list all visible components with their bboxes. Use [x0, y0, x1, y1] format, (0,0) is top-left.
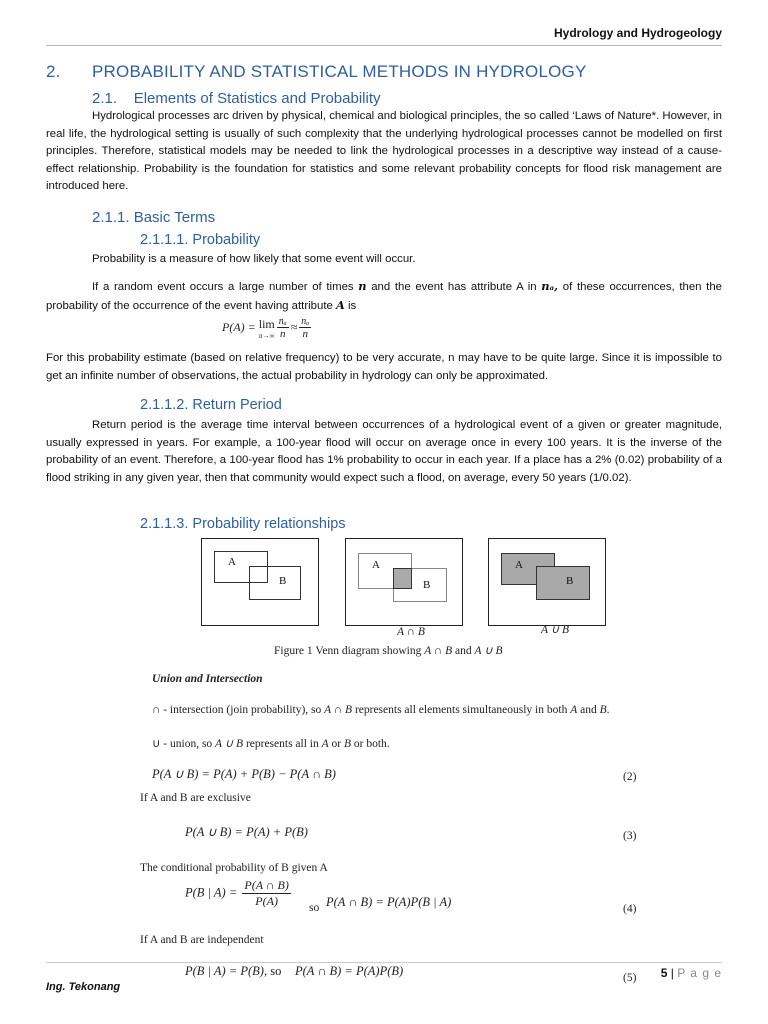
equation-4-rhs: P(A ∩ B) = P(A)P(B | A)	[326, 895, 452, 909]
intersection-text-a: - intersection (join probability), so	[160, 704, 325, 716]
venn-set-b	[536, 566, 590, 600]
equation-5-rhs: P(A ∩ B) = P(A)P(B)	[295, 964, 404, 978]
intersection-text-b: represents all elements simultaneously in both	[352, 704, 571, 716]
running-header: Hydrology and Hydrogeology	[553, 26, 722, 40]
equation-5-number: (5)	[623, 972, 637, 984]
venn-caption-intersection: A ∩ B	[397, 626, 425, 638]
return-period-heading: 2.1.1.2. Return Period	[140, 397, 282, 413]
chapter-heading	[46, 62, 587, 82]
eq5-lhs: P(B | A) = P(B)	[185, 964, 264, 978]
venn-label-a: A	[515, 559, 523, 571]
page-separator: |	[667, 966, 678, 980]
venn-label-b: B	[566, 575, 574, 587]
probability-followup: For this probability estimate (based on relative frequency) to be very accurate, n may have to be quite large. Since it is impossible to get an infinite number of observations, the actual probability in hydrology can only be approximated.	[46, 352, 722, 382]
figure-caption-intersection: A ∩ B	[424, 645, 453, 657]
footer-divider	[46, 962, 722, 963]
venn-label-b: B	[423, 579, 431, 591]
venn-intersection-region	[393, 568, 412, 589]
intro-text: Hydrological processes arc driven by physical, chemical and biological principles, the so called ‘Laws of Nature*. However, in real life, the hydrological setting is usually of such complexity that the underlying hydrological processes cannot be modelled on first principles. Therefore, statistical models may be needed to link the hydrological processes in a descriptive way instead of a cause-effect relationship. Probability is the foundation for statistics and some relevant probability concepts for flood risk management are introduced here.	[46, 110, 722, 192]
subsection-heading: 2.1.1. Basic Terms	[92, 209, 216, 226]
venn-diagram-union	[488, 538, 606, 626]
equation-2-number: (2)	[623, 771, 637, 783]
var-na: nₐ,	[541, 279, 559, 293]
figure-caption-union: A ∪ B	[474, 645, 503, 657]
relationships-heading: 2.1.1.3. Probability relationships	[140, 516, 346, 532]
union-a: A	[321, 738, 329, 750]
intersection-end: .	[606, 704, 610, 716]
eq-numerator-2: nₐ	[301, 316, 310, 327]
footer-author: Ing. Tekonang	[46, 981, 121, 993]
probability-explanation	[46, 278, 722, 315]
conditional-label: The conditional probability of B given A	[140, 862, 328, 874]
venn-label-a: A	[372, 559, 380, 571]
venn-set-b	[249, 566, 301, 600]
venn-diagram-intersection	[345, 538, 463, 626]
intersection-a: A	[570, 704, 578, 716]
equation-2: P(A ∪ B) = P(A) + P(B) − P(A ∩ B)	[152, 767, 336, 781]
venn-caption-union: A ∪ B	[541, 624, 570, 636]
eq5-so: , so	[263, 964, 282, 978]
var-n: n	[358, 279, 367, 293]
chapter-title: PROBABILITY AND STATISTICAL METHODS IN HYDROLOGY	[92, 62, 587, 81]
eq4-denominator: P(A)	[255, 894, 278, 908]
page-label: P a g e	[677, 966, 722, 980]
union-b: B	[344, 738, 352, 750]
intersection-expr: A ∩ B	[324, 704, 353, 716]
eq4-lhs: P(B | A) =	[185, 885, 241, 900]
eq-approx: ≈	[290, 319, 298, 334]
union-intersection-title: Union and Intersection	[152, 673, 263, 685]
union-text-b: represents all in	[243, 738, 322, 750]
eq-lim-sub: n→∞	[259, 331, 275, 340]
intersection-and: and	[577, 704, 600, 716]
eq-lim: lim	[258, 316, 275, 331]
venn-label-b: B	[279, 575, 287, 587]
equation-5	[185, 964, 281, 979]
probability-equation	[222, 316, 313, 340]
eq-numerator: nₐ	[278, 316, 287, 327]
exclusive-label: If A and B are exclusive	[140, 792, 251, 804]
eq4-numerator: P(A ∩ B)	[244, 878, 289, 892]
var-a: A	[336, 297, 345, 312]
prob-text-4: is	[344, 299, 357, 312]
page-number: 5	[660, 966, 668, 980]
venn-label-a: A	[228, 556, 236, 568]
figure-caption	[274, 643, 503, 657]
figure-caption-and: and	[452, 645, 475, 657]
equation-3: P(A ∪ B) = P(A) + P(B)	[185, 825, 308, 839]
header-divider	[46, 45, 722, 46]
venn-diagram-basic	[201, 538, 319, 626]
section-title: Elements of Statistics and Probability	[133, 90, 381, 107]
eq-lhs: P(A) =	[222, 319, 259, 334]
equation-4-number: (4)	[623, 903, 637, 915]
intersection-symbol: ∩	[152, 704, 161, 716]
prob-text-3: of these occurrences, then the probability of the occurrence of the event having attribute	[46, 281, 722, 312]
return-period-text: Return period is the average time interval between occurrences of a hydrological event of a given or greater magnitude, usually expressed in years. For example, a 100-year flood will occur on average once in every 100 years. It is the inverse of the probability of an event. Therefore, a 100-year flood has 1% probability to occur in each year. If a place has a 2% (0.02) probability of a flood striking in any given year, then that community would expect such a flood, on average, every 50 years (1/0.02).	[46, 419, 722, 484]
eq4-so: so	[309, 902, 320, 914]
prob-text-1: If a random event occurs a large number of times	[92, 281, 359, 293]
probability-definition-text: Probability is a measure of how likely that some event will occur.	[92, 253, 416, 265]
independent-label: If A and B are independent	[140, 934, 264, 946]
eq-denominator-2: n	[302, 328, 309, 340]
intro-paragraph	[46, 108, 722, 196]
probability-definition	[46, 251, 722, 269]
equation-3-number: (3)	[623, 830, 637, 842]
union-end: or both.	[351, 738, 390, 750]
union-definition	[152, 736, 390, 750]
figure-caption-prefix: Figure 1 Venn diagram showing	[274, 645, 425, 657]
section-heading	[92, 90, 381, 107]
intersection-b: B	[599, 704, 607, 716]
chapter-number: 2.	[46, 62, 61, 81]
union-symbol: ∪	[152, 738, 161, 750]
page-indicator	[661, 966, 722, 980]
probability-heading: 2.1.1.1. Probability	[140, 232, 261, 248]
return-period-paragraph	[46, 417, 722, 487]
intersection-definition	[152, 704, 610, 716]
prob-text-2: and the event has attribute A in	[366, 281, 542, 293]
equation-4	[185, 878, 293, 909]
union-or: or	[328, 738, 344, 750]
section-number: 2.1.	[92, 90, 118, 107]
union-expr: A ∪ B	[215, 738, 244, 750]
union-text-a: - union, so	[160, 738, 216, 750]
eq-denominator: n	[279, 328, 286, 340]
